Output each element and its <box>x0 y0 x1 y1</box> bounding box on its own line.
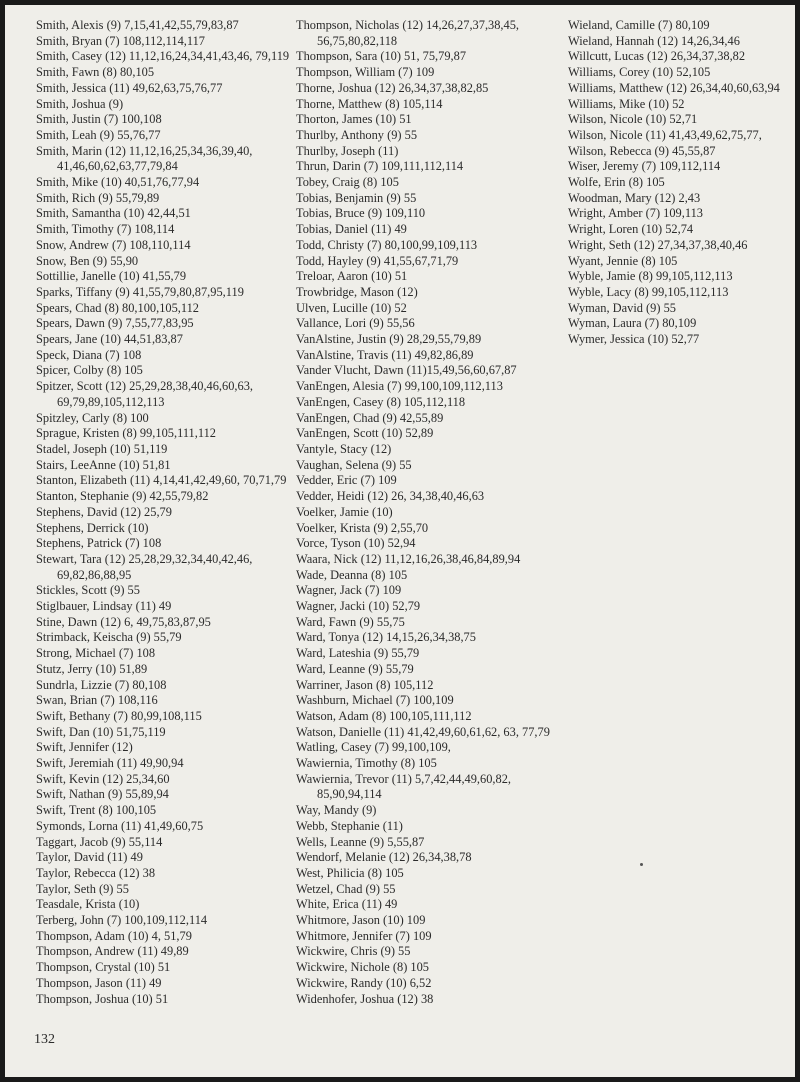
index-entry: Washburn, Michael (7) 100,109 <box>296 693 454 708</box>
page-number: 132 <box>34 1032 55 1047</box>
index-entry: Watson, Adam (8) 100,105,111,112 <box>296 708 472 723</box>
index-entry: Spears, Jane (10) 44,51,83,87 <box>36 332 183 347</box>
index-entry: VanEngen, Scott (10) 52,89 <box>296 426 434 441</box>
index-entry: Snow, Andrew (7) 108,110,114 <box>36 237 191 252</box>
index-entry: Smith, Timothy (7) 108,114 <box>36 222 175 237</box>
index-entry: Vallance, Lori (9) 55,56 <box>296 316 415 331</box>
index-entry: Wymer, Jessica (10) 52,77 <box>568 332 700 347</box>
index-entry: Thompson, Sara (10) 51, 75,79,87 <box>296 49 467 64</box>
index-entry: Stephens, David (12) 25,79 <box>36 504 172 519</box>
index-entry: Warriner, Jason (8) 105,112 <box>296 677 434 692</box>
index-entry: Williams, Matthew (12) 26,34,40,60,63,94 <box>568 80 780 95</box>
index-entry: Wieland, Hannah (12) 14,26,34,46 <box>568 33 740 48</box>
index-entry: Smith, Mike (10) 40,51,76,77,94 <box>36 175 200 190</box>
index-entry: Sparks, Tiffany (9) 41,55,79,80,87,95,119 <box>36 284 244 299</box>
index-entry: Stephens, Derrick (10) <box>36 520 149 535</box>
index-entry: Voelker, Krista (9) 2,55,70 <box>296 520 429 535</box>
index-entry: Teasdale, Krista (10) <box>36 897 140 912</box>
index-entry: Stewart, Tara (12) 25,28,29,32,34,40,42,46, 69,82,86,88,95 <box>36 551 253 582</box>
index-column-2 <box>296 18 566 1007</box>
index-entry: Smith, Fawn (8) 80,105 <box>36 65 155 80</box>
index-entry: Thompson, William (7) 109 <box>296 65 435 80</box>
index-entry: Thompson, Andrew (11) 49,89 <box>36 944 189 959</box>
index-entry: Smith, Jessica (11) 49,62,63,75,76,77 <box>36 80 223 95</box>
index-entry: Vedder, Eric (7) 109 <box>296 473 397 488</box>
index-entry: Wilson, Nicole (11) 41,43,49,62,75,77, <box>568 127 762 142</box>
index-entry: Tobey, Craig (8) 105 <box>296 175 399 190</box>
index-entry: Wickwire, Nichole (8) 105 <box>296 960 429 975</box>
index-entry: Williams, Corey (10) 52,105 <box>568 65 711 80</box>
index-entry: Swift, Kevin (12) 25,34,60 <box>36 771 170 786</box>
index-entry: Stiglbauer, Lindsay (11) 49 <box>36 599 172 614</box>
index-entry: Smith, Marin (12) 11,12,16,25,34,36,39,40, 41,46,60,62,63,77,79,84 <box>36 143 253 174</box>
index-entry: Swift, Bethany (7) 80,99,108,115 <box>36 708 202 723</box>
index-entry: Ward, Lateshia (9) 55,79 <box>296 646 420 661</box>
index-entry: VanAlstine, Justin (9) 28,29,55,79,89 <box>296 332 482 347</box>
index-entry: Wawiernia, Timothy (8) 105 <box>296 756 437 771</box>
index-entry: Todd, Hayley (9) 41,55,67,71,79 <box>296 253 459 268</box>
index-entry: Wickwire, Chris (9) 55 <box>296 944 411 959</box>
index-entry: White, Erica (11) 49 <box>296 897 398 912</box>
index-column-3 <box>568 18 794 348</box>
index-entry: Spitzley, Carly (8) 100 <box>36 410 149 425</box>
index-entry: Stadel, Joseph (10) 51,119 <box>36 441 168 456</box>
index-entry: Thompson, Adam (10) 4, 51,79 <box>36 928 192 943</box>
index-entry: Vedder, Heidi (12) 26, 34,38,40,46,63 <box>296 489 485 504</box>
index-entry: Wiser, Jeremy (7) 109,112,114 <box>568 159 721 174</box>
index-entry: Stairs, LeeAnne (10) 51,81 <box>36 457 171 472</box>
index-entry: Speck, Diana (7) 108 <box>36 347 142 362</box>
index-entry: Voelker, Jamie (10) <box>296 504 393 519</box>
index-entry: Tobias, Benjamin (9) 55 <box>296 190 417 205</box>
index-entry: Vantyle, Stacy (12) <box>296 441 392 456</box>
index-entry: Wyble, Jamie (8) 99,105,112,113 <box>568 269 733 284</box>
index-entry: Stutz, Jerry (10) 51,89 <box>36 661 148 676</box>
index-entry: Taylor, Rebecca (12) 38 <box>36 865 156 880</box>
index-entry: Wawiernia, Trevor (11) 5,7,42,44,49,60,82, 85,90,94,114 <box>296 771 512 802</box>
index-entry: Thompson, Jason (11) 49 <box>36 975 162 990</box>
index-entry: Wyman, David (9) 55 <box>568 300 676 315</box>
index-entry: Wieland, Camille (7) 80,109 <box>568 18 710 32</box>
index-entry: Smith, Casey (12) 11,12,16,24,34,41,43,46, 79,119 <box>36 49 290 64</box>
index-entry: Swift, Nathan (9) 55,89,94 <box>36 787 169 802</box>
index-entry: Swift, Jeremiah (11) 49,90,94 <box>36 756 184 771</box>
index-entry: Wright, Loren (10) 52,74 <box>568 222 694 237</box>
index-entry: Wyant, Jennie (8) 105 <box>568 253 678 268</box>
index-entry: Stephens, Patrick (7) 108 <box>36 536 162 551</box>
index-entry: Stanton, Stephanie (9) 42,55,79,82 <box>36 489 209 504</box>
index-entry: Strong, Michael (7) 108 <box>36 646 156 661</box>
index-entry: Smith, Rich (9) 55,79,89 <box>36 190 160 205</box>
index-entry: VanEngen, Alesia (7) 99,100,109,112,113 <box>296 379 503 394</box>
index-entry: Whitmore, Jason (10) 109 <box>296 913 426 928</box>
index-entry: Smith, Joshua (9) <box>36 96 124 111</box>
index-entry: Spitzer, Scott (12) 25,29,28,38,40,46,60,63, 69,79,89,105,112,113 <box>36 379 254 409</box>
index-entry: Willcutt, Lucas (12) 26,34,37,38,82 <box>568 49 746 64</box>
index-entry: VanEngen, Casey (8) 105,112,118 <box>296 394 466 409</box>
index-entry: Stine, Dawn (12) 6, 49,75,83,87,95 <box>36 614 211 629</box>
index-entry: Spears, Chad (8) 80,100,105,112 <box>36 300 200 315</box>
index-entry: Webb, Stephanie (11) <box>296 818 403 833</box>
index-entry: Wendorf, Melanie (12) 26,34,38,78 <box>296 850 472 865</box>
index-entry: Thorne, Matthew (8) 105,114 <box>296 96 443 111</box>
index-entry: Vorce, Tyson (10) 52,94 <box>296 536 416 551</box>
index-entry: Widenhofer, Joshua (12) 38 <box>296 991 434 1006</box>
index-entry: Wade, Deanna (8) 105 <box>296 567 408 582</box>
index-entry: Sottillie, Janelle (10) 41,55,79 <box>36 269 187 284</box>
index-entry: Tobias, Daniel (11) 49 <box>296 222 407 237</box>
index-entry: Wagner, Jacki (10) 52,79 <box>296 599 421 614</box>
index-entry: Wetzel, Chad (9) 55 <box>296 881 396 896</box>
index-entry: VanAlstine, Travis (11) 49,82,86,89 <box>296 347 474 362</box>
index-entry: Swift, Jennifer (12) <box>36 740 133 755</box>
index-entry: Wells, Leanne (9) 5,55,87 <box>296 834 425 849</box>
index-entry: Ulven, Lucille (10) 52 <box>296 300 407 315</box>
index-entry: West, Philicia (8) 105 <box>296 865 404 880</box>
index-entry: Thorton, James (10) 51 <box>296 112 412 127</box>
paper-speck <box>640 863 643 866</box>
index-entry: Swan, Brian (7) 108,116 <box>36 693 158 708</box>
index-entry: Spears, Dawn (9) 7,55,77,83,95 <box>36 316 194 331</box>
index-entry: Vander Vlucht, Dawn (11)15,49,56,60,67,87 <box>296 363 517 378</box>
index-entry: Smith, Alexis (9) 7,15,41,42,55,79,83,87 <box>36 18 239 32</box>
index-entry: Woodman, Mary (12) 2,43 <box>568 190 701 205</box>
index-entry: Wagner, Jack (7) 109 <box>296 583 402 598</box>
index-entry: Treloar, Aaron (10) 51 <box>296 269 408 284</box>
index-entry: Ward, Fawn (9) 55,75 <box>296 614 405 629</box>
index-entry: Smith, Justin (7) 100,108 <box>36 112 162 127</box>
index-entry: Thorne, Joshua (12) 26,34,37,38,82,85 <box>296 80 489 95</box>
index-entry: Ward, Leanne (9) 55,79 <box>296 661 414 676</box>
index-entry: Smith, Leah (9) 55,76,77 <box>36 127 161 142</box>
index-entry: Symonds, Lorna (11) 41,49,60,75 <box>36 818 204 833</box>
index-entry: Trowbridge, Mason (12) <box>296 284 418 299</box>
index-column-1 <box>36 18 296 1007</box>
yearbook-index-page <box>5 5 795 1077</box>
index-entry: Snow, Ben (9) 55,90 <box>36 253 139 268</box>
index-entry: Wilson, Nicole (10) 52,71 <box>568 112 698 127</box>
index-entry: Terberg, John (7) 100,109,112,114 <box>36 913 208 928</box>
index-entry: Taylor, David (11) 49 <box>36 850 143 865</box>
index-entry: Watson, Danielle (11) 41,42,49,60,61,62, 63, 77,79 <box>296 724 550 739</box>
index-entry: Tobias, Bruce (9) 109,110 <box>296 206 426 221</box>
index-entry: VanEngen, Chad (9) 42,55,89 <box>296 410 444 425</box>
index-entry: Vaughan, Selena (9) 55 <box>296 457 412 472</box>
index-entry: Waara, Nick (12) 11,12,16,26,38,46,84,89,94 <box>296 551 521 566</box>
index-entry: Thurlby, Joseph (11) <box>296 143 399 158</box>
index-entry: Swift, Dan (10) 51,75,119 <box>36 724 166 739</box>
index-entry: Whitmore, Jennifer (7) 109 <box>296 928 432 943</box>
index-entry: Stickles, Scott (9) 55 <box>36 583 140 598</box>
index-entry: Smith, Bryan (7) 108,112,114,117 <box>36 33 205 48</box>
index-entry: Taggart, Jacob (9) 55,114 <box>36 834 163 849</box>
index-entry: Williams, Mike (10) 52 <box>568 96 685 111</box>
index-entry: Wolfe, Erin (8) 105 <box>568 175 665 190</box>
index-entry: Wright, Amber (7) 109,113 <box>568 206 703 221</box>
index-entry: Thompson, Crystal (10) 51 <box>36 960 171 975</box>
index-entry: Wyman, Laura (7) 80,109 <box>568 316 697 331</box>
index-entry: Thurlby, Anthony (9) 55 <box>296 127 418 142</box>
index-entry: Wilson, Rebecca (9) 45,55,87 <box>568 143 716 158</box>
index-entry: Taylor, Seth (9) 55 <box>36 881 129 896</box>
index-entry: Swift, Trent (8) 100,105 <box>36 803 157 818</box>
index-entry: Stanton, Elizabeth (11) 4,14,41,42,49,60, 70,71,79 <box>36 473 287 488</box>
index-entry: Ward, Tonya (12) 14,15,26,34,38,75 <box>296 630 476 645</box>
index-entry: Thrun, Darin (7) 109,111,112,114 <box>296 159 464 174</box>
index-entry: Wright, Seth (12) 27,34,37,38,40,46 <box>568 237 748 252</box>
index-entry: Watling, Casey (7) 99,100,109, <box>296 740 451 755</box>
index-entry: Smith, Samantha (10) 42,44,51 <box>36 206 191 221</box>
index-entry: Way, Mandy (9) <box>296 803 377 818</box>
index-entry: Todd, Christy (7) 80,100,99,109,113 <box>296 237 478 252</box>
index-entry: Sprague, Kristen (8) 99,105,111,112 <box>36 426 216 441</box>
index-entry: Thompson, Joshua (10) 51 <box>36 991 169 1006</box>
index-entry: Wyble, Lacy (8) 99,105,112,113 <box>568 284 729 299</box>
index-entry: Thompson, Nicholas (12) 14,26,27,37,38,45, 56,75,80,82,118 <box>296 18 520 48</box>
index-entry: Sundrla, Lizzie (7) 80,108 <box>36 677 167 692</box>
index-entry: Spicer, Colby (8) 105 <box>36 363 143 378</box>
index-entry: Wickwire, Randy (10) 6,52 <box>296 975 432 990</box>
index-entry: Strimback, Keischa (9) 55,79 <box>36 630 182 645</box>
